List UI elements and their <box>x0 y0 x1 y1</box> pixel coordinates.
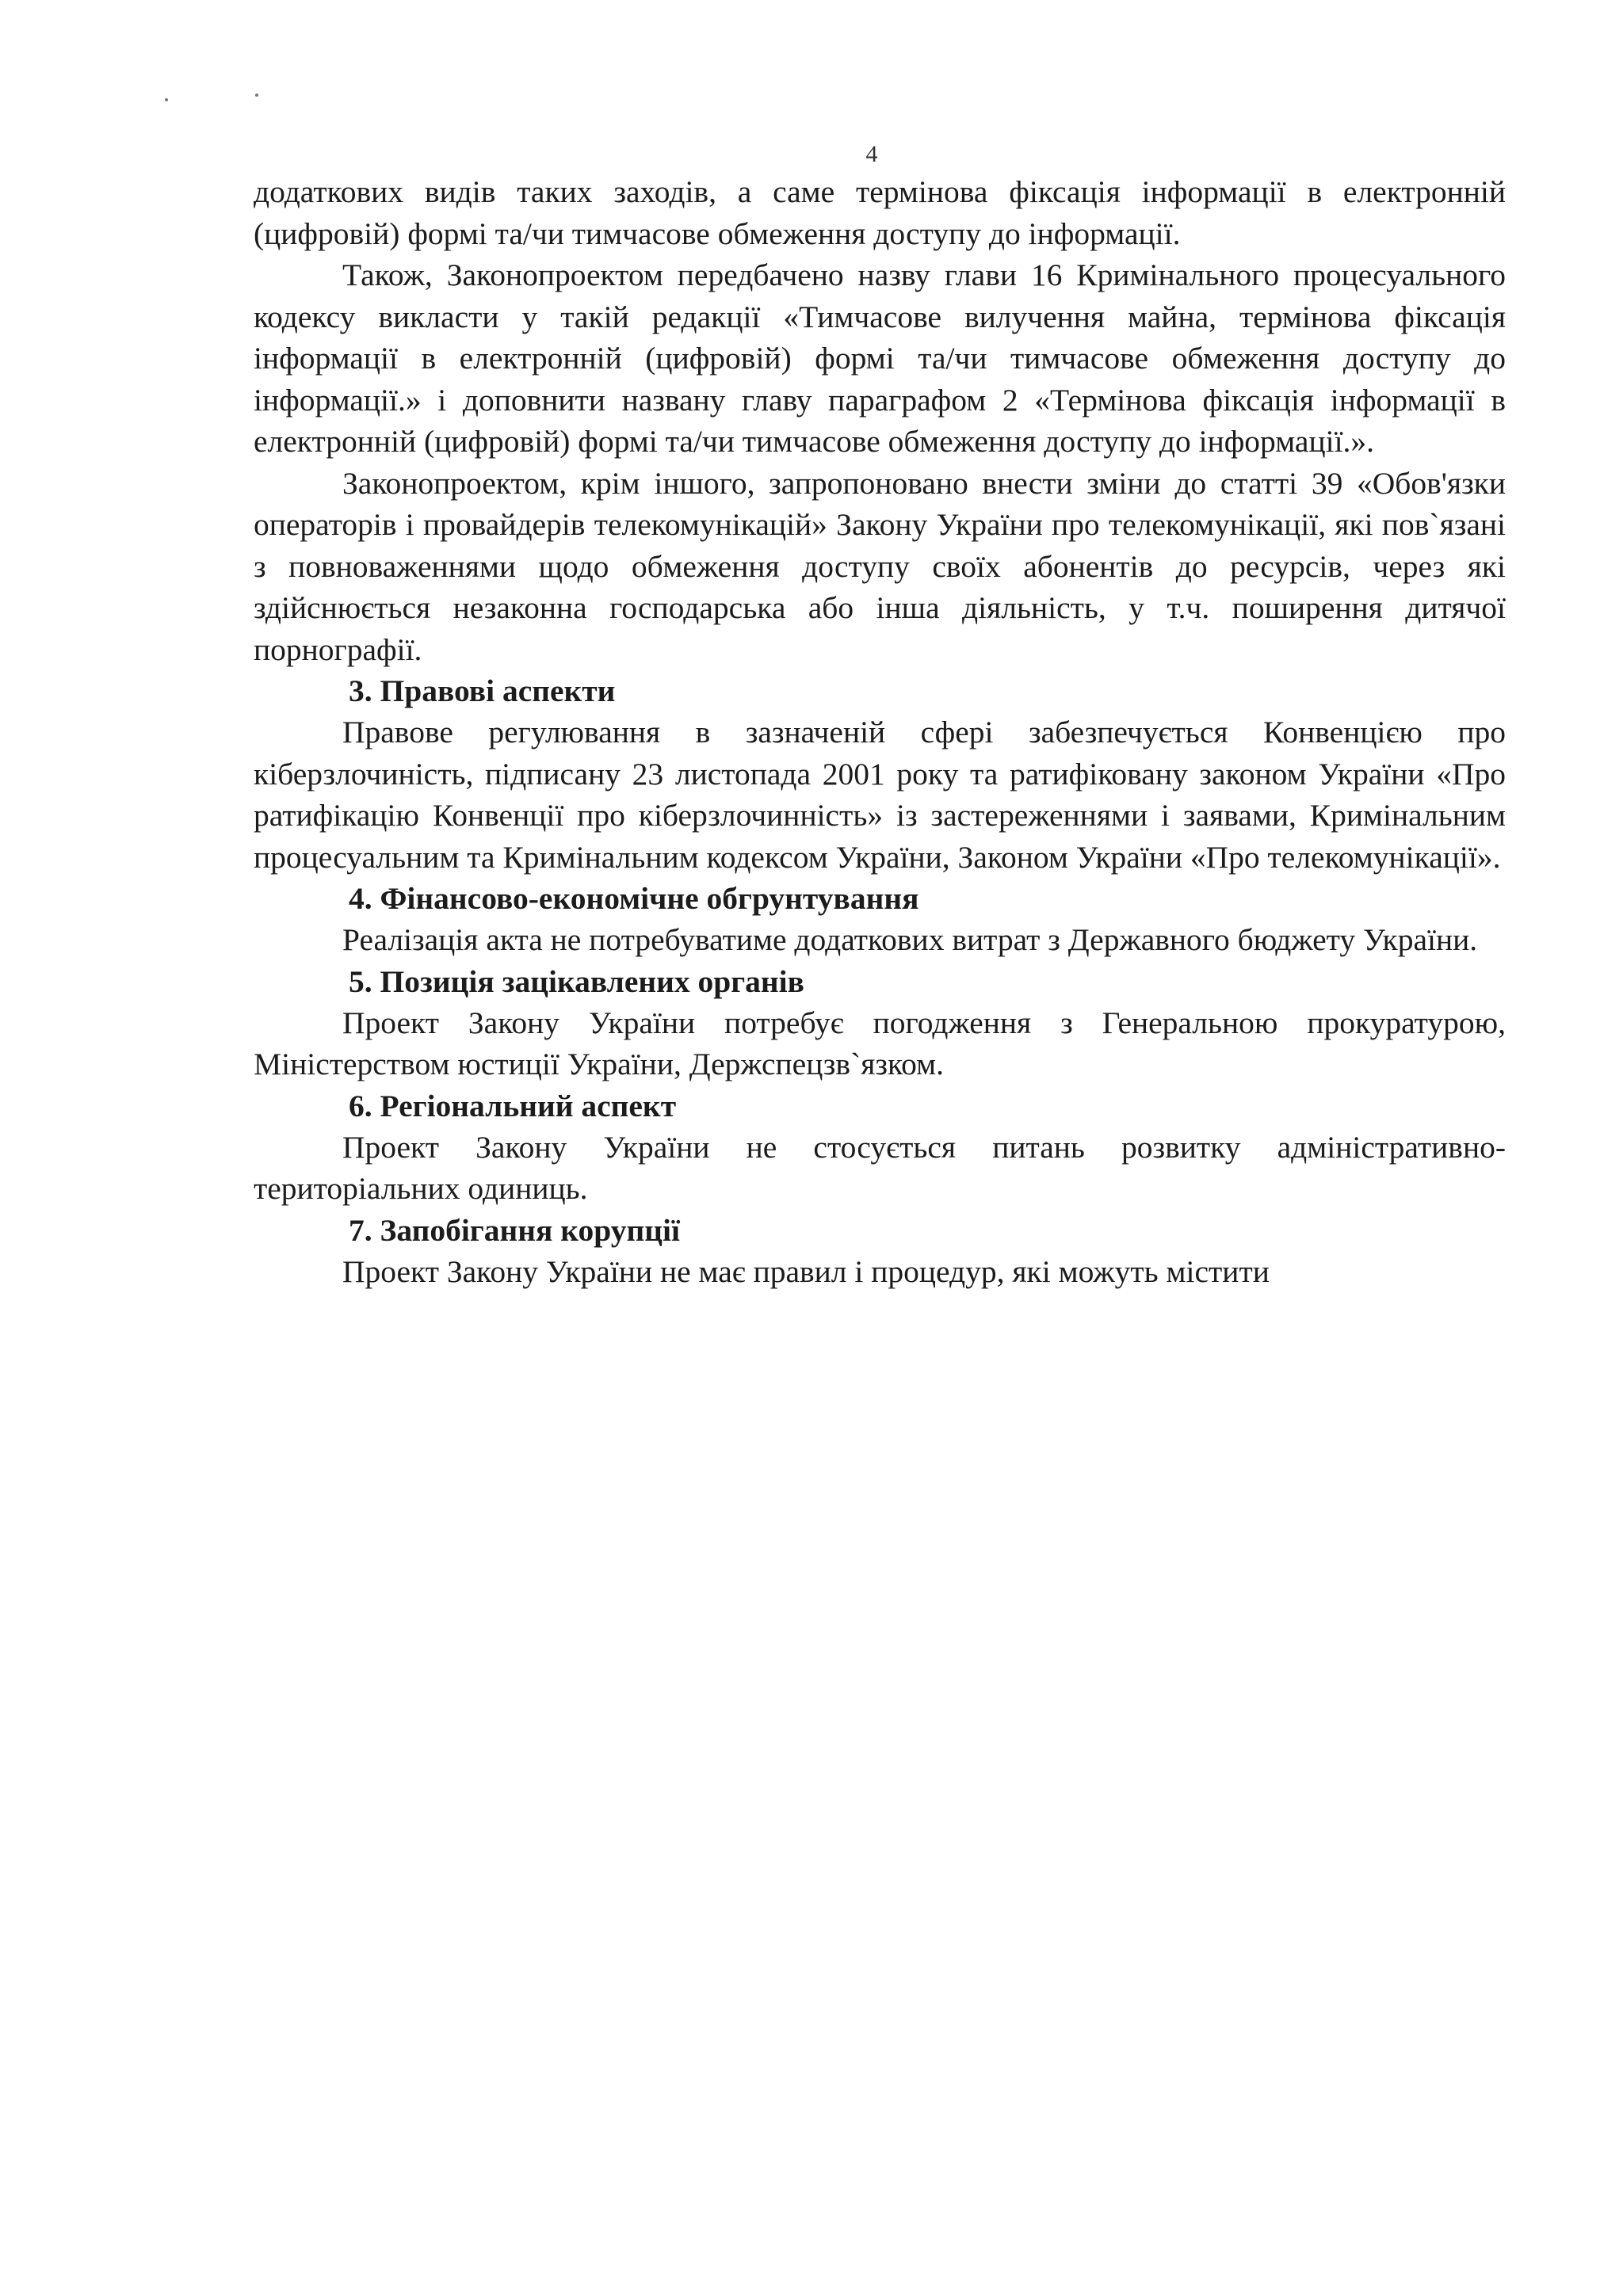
page-number: 4 <box>865 141 878 167</box>
section-heading-regional: 6. Регіональний аспект <box>349 1088 677 1123</box>
document-body <box>254 171 1506 1292</box>
section-heading-stakeholders: 5. Позиція зацікавлених органів <box>349 963 804 999</box>
section-text-legal-aspects: Правове регулювання в зазначеній сфері забезпечується Конвенцією про кіберзлочиність, підписану 23 листопада 2001 року та ратифіковану законом України «Про ратифікацію Конвенції про кіберзлочинність» із застереженнями і заявами, Кримінальним процесуальним та Кримінальним кодексом України, Законом України «Про телекомунікації». <box>254 715 1506 875</box>
section-heading-anticorruption: 7. Запобігання корупції <box>349 1212 680 1248</box>
section-heading-financial: 4. Фінансово-економічне обгрунтування <box>349 881 919 916</box>
section-text-stakeholders: Проект Закону України потребує погодження з Генеральною прокуратурою, Міністерством юстиції України, Держспецзв`язком. <box>254 1005 1506 1081</box>
intro-paragraph-1: додаткових видів таких заходів, а саме термінова фіксація інформації в електронній (цифровій) формі та/чи тимчасове обмеження доступу до інформації. <box>254 174 1506 251</box>
section-text-financial: Реалізація акта не потребуватиме додаткових витрат з Державного бюджету України. <box>342 922 1478 957</box>
intro-paragraph-2: Також, Законопроектом передбачено назву глави 16 Кримінального процесуального кодексу викласти у такій редакції «Тимчасове вилучення майна, термінова фіксація інформації в електронній (цифровій) формі та/чи тимчасове обмеження доступу до інформації.» і доповнити названу главу параграфом 2 «Термінова фіксація інформації в електронній (цифровій) формі та/чи тимчасове обмеження доступу до інформації.». <box>254 257 1506 459</box>
intro-paragraph-3: Законопроектом, крім іншого, запропоновано внести зміни до статті 39 «Обов'язки операторів і провайдерів телекомунікацій» Закону України про телекомунікації, які пов`язані з повноваженнями щодо обмеження доступу своїх абонентів до ресурсів, через які здійснюється незаконна господарська або інша діяльність, у т.ч. поширення дитячої порнографії. <box>254 465 1506 667</box>
scan-artifact <box>165 98 168 101</box>
section-text-anticorruption: Проект Закону України не має правил і процедур, які можуть містити <box>342 1253 1270 1289</box>
scan-artifact <box>255 93 258 97</box>
section-heading-legal-aspects: 3. Правові аспекти <box>349 673 616 708</box>
section-text-regional: Проект Закону України не стосується питань розвитку адміністративно-територіальних одиниць. <box>254 1129 1506 1206</box>
